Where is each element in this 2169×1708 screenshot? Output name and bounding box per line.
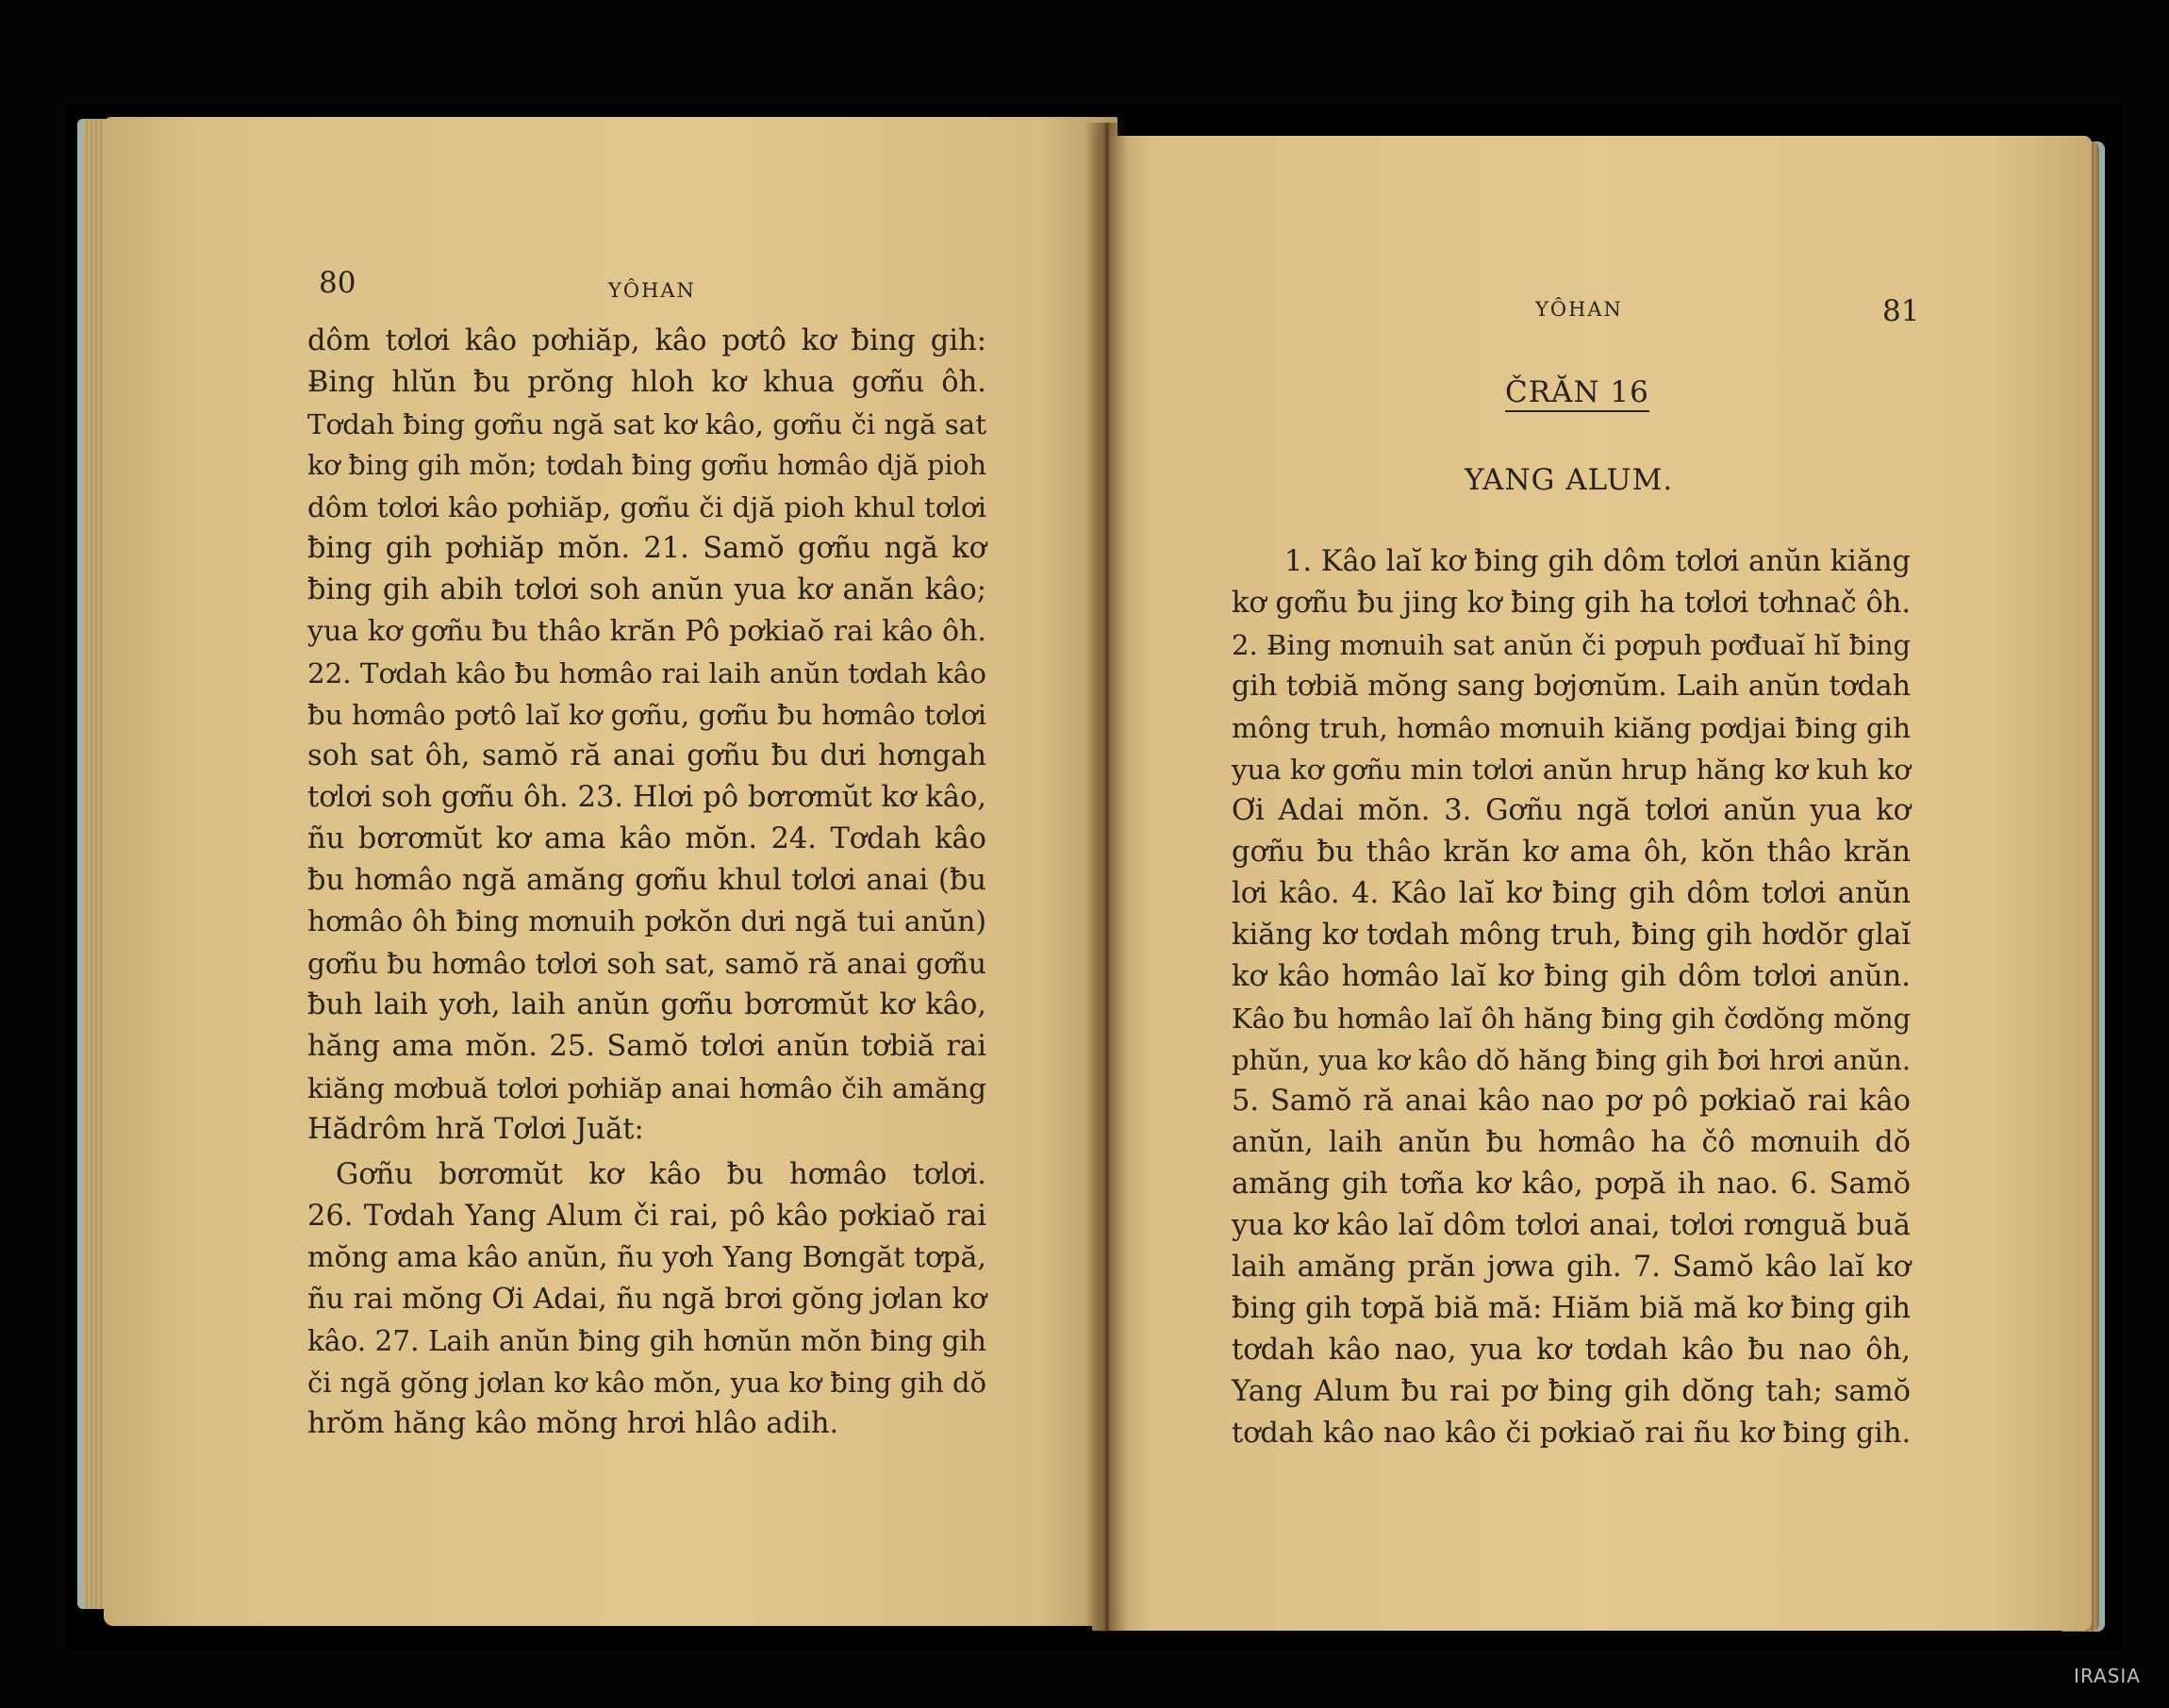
text-line: 5. Samŏ ră anai kâo nao pơ pô pơkiaŏ rai kâo xyxy=(1232,1085,1911,1118)
watermark-text: IRASIA xyxy=(2074,1665,2141,1687)
text-line: kơ ƀing gih mŏn; tơdah ƀing gơñu hơmâo djă pioh xyxy=(307,450,986,481)
text-line: ƀing gih abih tơlơi soh anŭn yua kơ anăn kâo; xyxy=(307,573,986,606)
text-line: kơ gơñu ƀu jing kơ ƀing gih ha tơlơi tơhnač ôh. xyxy=(1232,587,1911,620)
text-line: kâo. 27. Laih anŭn ƀing gih hơnŭn mŏn ƀing gih xyxy=(307,1325,986,1357)
text-line: mông truh, hơmâo mơnuih kiăng pơdjai ƀing gih xyxy=(1232,712,1911,744)
text-line: Tơdah ƀing gơñu ngă sat kơ kâo, gơñu či ngă sat xyxy=(307,408,986,440)
text-line: hơmâo ôh ƀing mơnuih pơkŏn dưi ngă tui anŭn) xyxy=(307,905,986,938)
text-line: hăng ama mŏn. 25. Samŏ tơlơi anŭn tơbiă rai xyxy=(307,1030,986,1063)
section-title: YANG ALUM. xyxy=(1465,463,1674,497)
text-line: ƀu hơmâo ngă amăng gơñu khul tơlơi anai (ƀu xyxy=(307,864,986,897)
text-line: kơ kâo hơmâo laĭ kơ ƀing gih dôm tơlơi anŭn. xyxy=(1232,960,1911,993)
text-line: ƀing gih tơpă biă mă: Hiăm biă mă kơ ƀing gih xyxy=(1232,1292,1911,1325)
text-line: yua kơ gơñu min tơlơi anŭn hrup hăng kơ kuh kơ xyxy=(1232,754,1911,786)
text-line: či ngă gŏng jơlan kơ kâo mŏn, yua kơ ƀing gih dŏ xyxy=(307,1367,986,1399)
text-line: hrŏm hăng kâo mŏng hrơi hlâo adih. xyxy=(307,1407,839,1440)
text-line: ƀu hơmâo pơtô laĭ kơ gơñu, gơñu ƀu hơmâo tơlơi xyxy=(307,699,986,731)
text-line: yua kơ kâo laĭ dôm tơlơi anai, tơlơi rơnguă buă xyxy=(1232,1209,1911,1242)
text-line: Ƀing hlŭn ƀu prŏng hloh kơ khua gơñu ôh. xyxy=(307,366,986,399)
text-line: dôm tơlơi kâo pơhiăp, gơñu či djă pioh khul tơlơi xyxy=(307,491,986,523)
text-line: kiăng mơbuă tơlơi pơhiăp anai hơmâo čih amăng xyxy=(307,1072,986,1104)
text-line: 22. Tơdah kâo ƀu hơmâo rai laih anŭn tơdah kâo xyxy=(307,657,986,689)
right-page-body xyxy=(1232,541,1911,1454)
book-gutter xyxy=(1084,123,1128,1632)
text-line: ñu rai mŏng Ơi Adai, ñu ngă brơi gŏng jơlan kơ xyxy=(307,1283,986,1316)
right-running-head: YÔHAN xyxy=(1535,298,1623,321)
text-line: tơdah kâo nao, yua kơ tơdah kâo ƀu nao ôh, xyxy=(1232,1334,1911,1367)
text-line: Kâo ƀu hơmâo laĭ ôh hăng ƀing gih čơdŏng mŏng xyxy=(1232,1003,1912,1035)
quotation-line: Gơñu bơrơmŭt kơ kâo ƀu hơmâo tơlơi. xyxy=(336,1158,986,1191)
text-line: anŭn, laih anŭn ƀu hơmâo ha čô mơnuih dŏ xyxy=(1232,1126,1911,1159)
right-page-number: 81 xyxy=(1882,294,1920,328)
left-running-head: YÔHAN xyxy=(608,279,696,302)
text-line: soh sat ôh, samŏ ră anai gơñu ƀu dưi hơngah xyxy=(307,739,986,772)
text-line: tơdah kâo nao kâo či pơkiaŏ rai ñu kơ ƀing gih. xyxy=(1232,1417,1912,1450)
text-line: 1. Kâo laĭ kơ ƀing gih dôm tơlơi anŭn kiăng xyxy=(1284,545,1911,578)
left-page-number: 80 xyxy=(319,266,356,300)
text-line: gơñu ƀu thâo krăn kơ ama ôh, kŏn thâo krăn xyxy=(1232,836,1911,869)
text-line: ƀing gih pơhiăp mŏn. 21. Samŏ gơñu ngă kơ xyxy=(307,532,986,565)
text-line: Ơi Adai mŏn. 3. Gơñu ngă tơlơi anŭn yua kơ xyxy=(1232,794,1911,827)
text-line: 2. Ƀing mơnuih sat anŭn či pơpuh pơđuaĭ hĭ ƀing xyxy=(1232,629,1912,661)
text-line: Yang Alum ƀu rai pơ ƀing gih dŏng tah; samŏ xyxy=(1232,1375,1911,1408)
text-line: 26. Tơdah Yang Alum či rai, pô kâo pơkiaŏ rai xyxy=(307,1200,986,1233)
text-line: gơñu ƀu hơmâo tơlơi soh sat, samŏ ră anai gơñu xyxy=(307,948,986,980)
text-line: kiăng kơ tơdah mông truh, ƀing gih hơdŏr glaĭ xyxy=(1232,919,1911,952)
text-line: tơlơi soh gơñu ôh. 23. Hlơi pô bơrơmŭt kơ kâo, xyxy=(307,781,986,814)
chapter-heading: ČRĂN 16 xyxy=(1505,375,1649,412)
text-line: ƀuh laih yơh, laih anŭn gơñu bơrơmŭt kơ kâo, xyxy=(307,988,986,1021)
left-page-body xyxy=(307,321,986,1445)
text-line: ñu bơrơmŭt kơ ama kâo mŏn. 24. Tơdah kâo xyxy=(307,822,986,855)
text-line: amăng gih tơña kơ kâo, pơpă ih nao. 6. Samŏ xyxy=(1232,1168,1911,1201)
text-line: gih tơbiă mŏng sang bơjơnŭm. Laih anŭn tơdah xyxy=(1232,670,1911,703)
text-line: phŭn, yua kơ kâo dŏ hăng ƀing gih ƀơi hrơi anŭn. xyxy=(1232,1044,1911,1076)
text-line: laih amăng prăn jơwa gih. 7. Samŏ kâo laĭ kơ xyxy=(1232,1251,1911,1284)
text-line: lơi kâo. 4. Kâo laĭ kơ ƀing gih dôm tơlơi anŭn xyxy=(1232,877,1911,910)
text-line: dôm tơlơi kâo pơhiăp, kâo pơtô kơ ƀing gih: xyxy=(307,324,986,357)
text-line: yua kơ gơñu ƀu thâo krăn Pô pơkiaŏ rai kâo ôh. xyxy=(307,615,986,648)
text-line: Hădrôm hră Tơlơi Juăt: xyxy=(307,1113,644,1146)
text-line: mŏng ama kâo anŭn, ñu yơh Yang Bơngăt tơpă, xyxy=(307,1241,986,1274)
